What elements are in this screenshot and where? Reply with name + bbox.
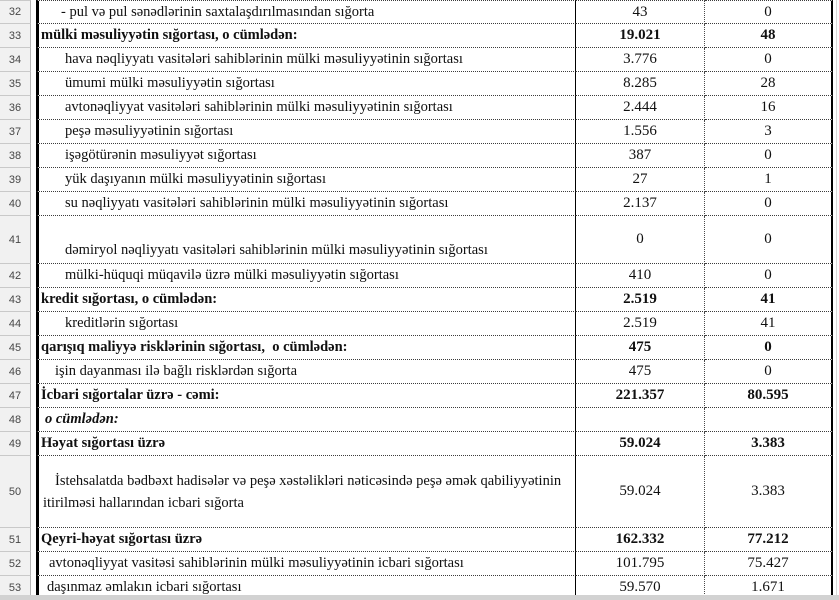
table-row (0, 456, 839, 528)
row-number[interactable]: 36 (0, 96, 31, 120)
row-number[interactable]: 50 (0, 456, 31, 528)
description-cell[interactable] (36, 432, 576, 456)
table-row (0, 384, 839, 408)
description-cell[interactable] (36, 168, 576, 192)
value-cell-2[interactable]: 3 (705, 120, 833, 144)
description-cell[interactable] (36, 408, 576, 432)
description-cell[interactable] (36, 144, 576, 168)
value-cell-1[interactable]: 475 (576, 336, 705, 360)
description-cell[interactable] (36, 120, 576, 144)
description-cell[interactable] (36, 456, 576, 528)
row-number[interactable]: 45 (0, 336, 31, 360)
row-number[interactable]: 32 (0, 0, 31, 24)
row-number[interactable]: 41 (0, 216, 31, 264)
value-cell-1[interactable] (576, 408, 705, 432)
row-label: yük daşıyanın mülki məsuliyyətinin sığortası (65, 171, 326, 188)
table-row (0, 0, 839, 24)
table-row (0, 360, 839, 384)
row-label: hava nəqliyyatı vasitələri sahiblərinin mülki məsuliyyətinin sığortası (65, 51, 463, 68)
row-number[interactable]: 38 (0, 144, 31, 168)
table-row (0, 168, 839, 192)
value-cell-1[interactable]: 27 (576, 168, 705, 192)
table-row (0, 552, 839, 576)
value-cell-1[interactable]: 410 (576, 264, 705, 288)
row-label: kreditlərin sığortası (65, 315, 179, 332)
row-label: Həyat sığortası üzrə (41, 435, 166, 452)
value-cell-2[interactable]: 0 (705, 360, 833, 384)
row-number[interactable]: 40 (0, 192, 31, 216)
row-number[interactable]: 39 (0, 168, 31, 192)
row-number[interactable]: 48 (0, 408, 31, 432)
row-label: mülki məsuliyyətin sığortası, o cümlədən: (41, 27, 298, 44)
row-number[interactable]: 34 (0, 48, 31, 72)
value-cell-1[interactable]: 3.776 (576, 48, 705, 72)
table-row (0, 216, 839, 264)
table-row (0, 120, 839, 144)
window-edge (0, 595, 839, 600)
value-cell-1[interactable]: 59.024 (576, 456, 705, 528)
value-cell-1[interactable]: 59.024 (576, 432, 705, 456)
value-cell-2[interactable]: 0 (705, 0, 833, 24)
row-number[interactable]: 44 (0, 312, 31, 336)
value-cell-2[interactable]: 0 (705, 264, 833, 288)
value-cell-2[interactable]: 41 (705, 312, 833, 336)
value-cell-1[interactable]: 8.285 (576, 72, 705, 96)
description-cell[interactable] (36, 72, 576, 96)
value-cell-2[interactable]: 0 (705, 336, 833, 360)
value-cell-1[interactable]: 221.357 (576, 384, 705, 408)
row-label: İstehsalatda bədbəxt hadisələr və peşə xəstəlikləri nəticəsində peşə əmək qabiliyyətinin itirilməsi hallarından icbari sığorta (43, 472, 565, 511)
value-cell-1[interactable]: 59.570 (576, 576, 705, 600)
row-label: kredit sığortası, o cümlədən: (41, 291, 218, 308)
description-cell[interactable] (36, 96, 576, 120)
row-label: avtonəqliyyat vasitəsi sahiblərinin mülki məsuliyyətinin icbari sığortası (49, 555, 464, 572)
row-number[interactable]: 52 (0, 552, 31, 576)
row-label: - pul və pul sənədlərinin saxtalaşdırılmasından sığorta (61, 3, 375, 20)
value-cell-1[interactable]: 0 (576, 216, 705, 264)
value-cell-2[interactable]: 41 (705, 288, 833, 312)
description-cell[interactable] (36, 528, 576, 552)
row-label: qarışıq maliyyə risklərinin sığortası, o cümlədən: (41, 339, 348, 356)
value-cell-1[interactable]: 1.556 (576, 120, 705, 144)
table-row (0, 408, 839, 432)
table-row (0, 528, 839, 552)
table-row (0, 336, 839, 360)
table-row (0, 288, 839, 312)
row-number[interactable]: 53 (0, 576, 31, 600)
value-cell-2[interactable]: 16 (705, 96, 833, 120)
row-number[interactable]: 51 (0, 528, 31, 552)
table-row (0, 312, 839, 336)
description-cell[interactable] (36, 360, 576, 384)
table-row (0, 48, 839, 72)
value-cell-1[interactable]: 19.021 (576, 24, 705, 48)
row-number[interactable]: 37 (0, 120, 31, 144)
value-cell-2[interactable]: 1.671 (705, 576, 833, 600)
value-cell-2[interactable]: 77.212 (705, 528, 833, 552)
value-cell-2[interactable]: 0 (705, 48, 833, 72)
description-cell[interactable] (36, 48, 576, 72)
table-row (0, 264, 839, 288)
row-label: mülki-hüquqi müqavilə üzrə mülki məsuliyyətin sığortası (65, 267, 399, 284)
row-label: avtonəqliyyat vasitələri sahiblərinin mülki məsuliyyətinin sığortası (65, 99, 453, 116)
description-cell[interactable] (36, 216, 576, 264)
value-cell-2[interactable]: 75.427 (705, 552, 833, 576)
value-cell-2[interactable]: 80.595 (705, 384, 833, 408)
description-cell[interactable] (36, 312, 576, 336)
value-cell-2[interactable]: 0 (705, 144, 833, 168)
row-label: peşə məsuliyyətinin sığortası (65, 123, 234, 140)
row-label: Qeyri-həyat sığortası üzrə (41, 531, 203, 548)
value-cell-2[interactable]: 3.383 (705, 432, 833, 456)
table-row (0, 144, 839, 168)
value-cell-2[interactable]: 28 (705, 72, 833, 96)
description-cell[interactable] (36, 336, 576, 360)
gridline (836, 0, 837, 595)
row-label: işəgötürənin məsuliyyət sığortası (65, 147, 257, 164)
table-row (0, 96, 839, 120)
value-cell-1[interactable]: 2.444 (576, 96, 705, 120)
row-label: dəmiryol nəqliyyatı vasitələri sahiblərinin mülki məsuliyyətinin sığortası (65, 242, 488, 259)
description-cell[interactable] (36, 192, 576, 216)
description-cell[interactable] (36, 552, 576, 576)
value-cell-2[interactable]: 1 (705, 168, 833, 192)
value-cell-2[interactable]: 0 (705, 216, 833, 264)
row-label: ümumi mülki məsuliyyətin sığortası (65, 75, 275, 92)
value-cell-1[interactable]: 2.519 (576, 312, 705, 336)
table-row (0, 432, 839, 456)
row-label: daşınmaz əmlakın icbari sığortası (47, 579, 242, 596)
description-cell[interactable] (36, 24, 576, 48)
row-number[interactable]: 33 (0, 24, 31, 48)
row-label: işin dayanması ilə bağlı risklərdən sığorta (55, 363, 298, 380)
description-cell[interactable] (36, 264, 576, 288)
value-cell-1[interactable]: 43 (576, 0, 705, 24)
value-cell-1[interactable]: 162.332 (576, 528, 705, 552)
row-number[interactable]: 43 (0, 288, 31, 312)
value-cell-2[interactable]: 48 (705, 24, 833, 48)
table-row (0, 192, 839, 216)
value-cell-1[interactable]: 2.519 (576, 288, 705, 312)
value-cell-1[interactable]: 101.795 (576, 552, 705, 576)
description-cell[interactable] (36, 288, 576, 312)
value-cell-2[interactable] (705, 408, 833, 432)
value-cell-2[interactable]: 0 (705, 192, 833, 216)
row-number[interactable]: 46 (0, 360, 31, 384)
description-cell[interactable] (36, 0, 576, 24)
description-cell[interactable] (36, 384, 576, 408)
row-label: o cümlədən: (45, 411, 119, 428)
value-cell-1[interactable]: 2.137 (576, 192, 705, 216)
value-cell-2[interactable]: 3.383 (705, 456, 833, 528)
row-number[interactable]: 49 (0, 432, 31, 456)
value-cell-1[interactable]: 475 (576, 360, 705, 384)
row-number[interactable]: 47 (0, 384, 31, 408)
row-label: İcbari sığortalar üzrə - cəmi: (41, 387, 220, 404)
table-row (0, 24, 839, 48)
row-label: su nəqliyyatı vasitələri sahiblərinin mülki məsuliyyətinin sığortası (65, 195, 449, 212)
row-number[interactable]: 42 (0, 264, 31, 288)
value-cell-1[interactable]: 387 (576, 144, 705, 168)
row-number[interactable]: 35 (0, 72, 31, 96)
table-row (0, 72, 839, 96)
